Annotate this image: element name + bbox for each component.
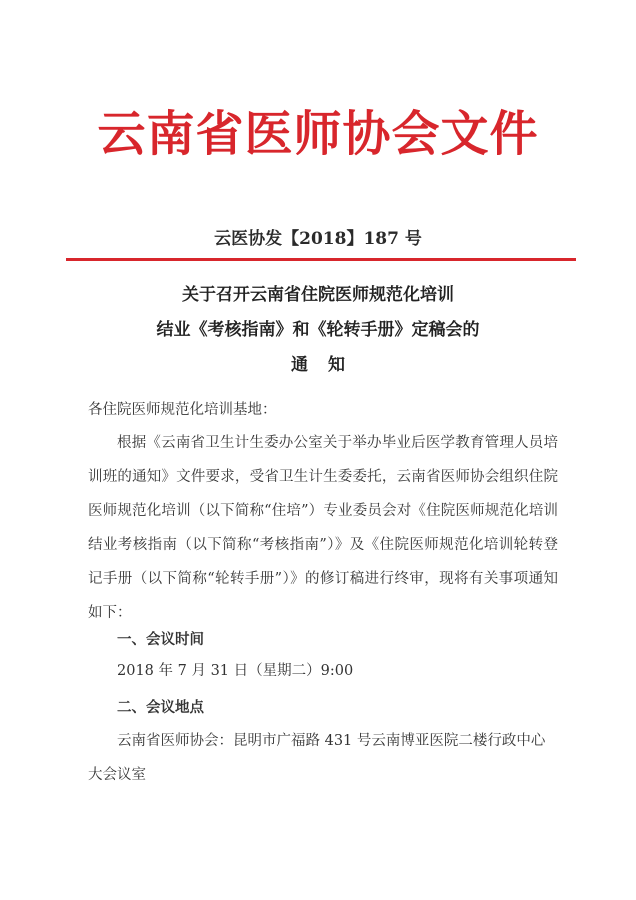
section-heading-meeting-time: 一、会议时间 [117,631,204,648]
section-heading-meeting-location: 二、会议地点 [117,699,204,716]
salutation: 各住院医师规范化培训基地： [88,402,277,418]
letterhead-title: 云南省医师协会文件 [97,106,539,162]
document-number: 云医协发【2018】187 号 [214,229,422,249]
red-divider-line [66,258,576,261]
notice-title-line-3: 通知 [291,355,365,375]
meeting-time-detail: 2018 年 7 月 31 日（星期二）9:00 [117,663,354,679]
notice-title-line-1: 关于召开云南省住院医师规范化培训 [182,285,454,305]
notice-title-line-2: 结业《考核指南》和《轮转手册》定稿会的 [156,320,480,340]
main-paragraph: 根据《云南省卫生计生委办公室关于举办毕业后医学教育管理人员培训班的通知》文件要求，受省卫生计生委委托，云南省医师协会组织住院医师规范化培训（以下简称“住培”）专业委员会对《住院医师规范化培训结业考核指南（以下简称“考核指南”）》及《住院医师规范化培训轮转登记手册（以下简称“轮转手册”）》的修订稿进行终审，现将有关事项通知如下： [88,435,558,621]
meeting-location-detail: 云南省医师协会：昆明市广福路 431 号云南博亚医院二楼行政中心大会议室 [88,733,546,783]
